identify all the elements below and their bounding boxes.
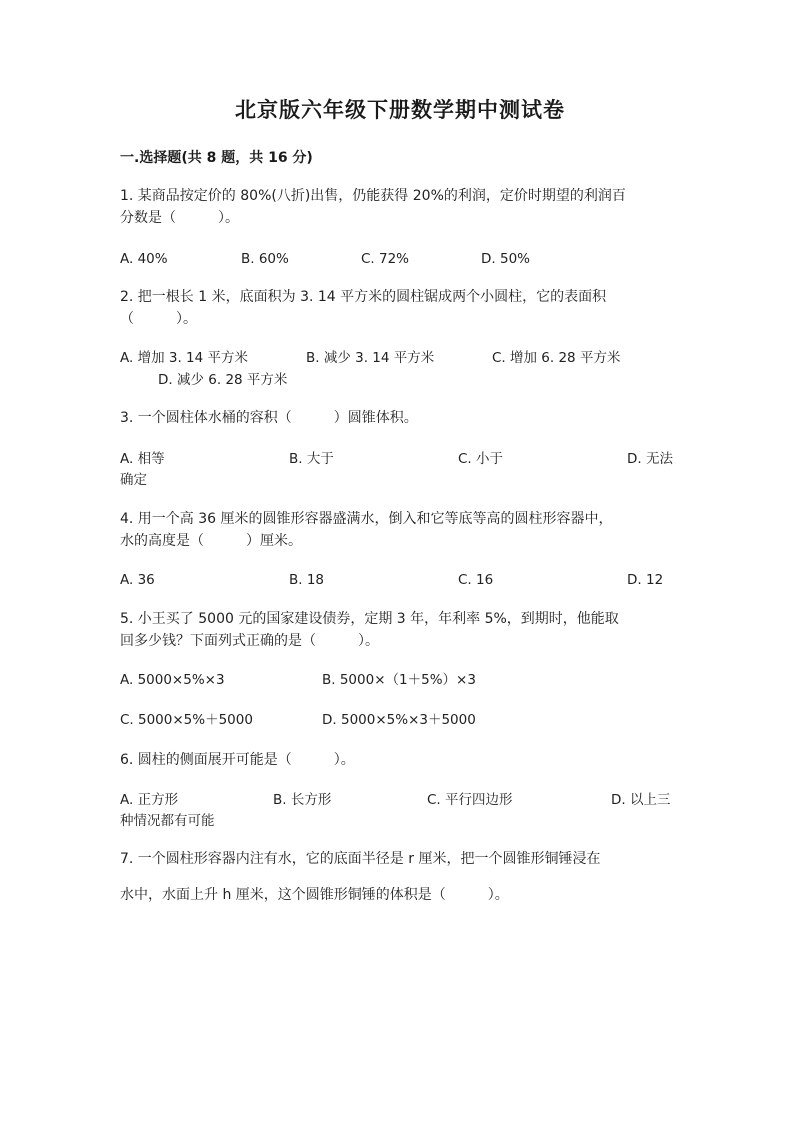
question-5-text-line-1: 5. 小王买了 5000 元的国家建设债券，定期 3 年，年利率 5%，到期时，他能取 [120,611,619,627]
question-5-text-line-2: 回多少钱？下面列式正确的是（ ）。 [120,633,379,649]
question-3-text-line-1: 3. 一个圆柱体水桶的容积（ ）圆锥体积。 [120,410,418,426]
question-4-option-c[interactable]: C. 16 [458,572,494,588]
question-7-text-line-2: 水中，水面上升 h 厘米，这个圆锥形铜锤的体积是（ ）。 [120,887,509,903]
question-1-text-line-1: 1. 某商品按定价的 80%(八折)出售，仍能获得 20%的利润，定价时期望的利润百 [120,188,626,204]
question-3-option-d[interactable]: D. 无法 [627,451,673,467]
question-2-option-c[interactable]: C. 增加 6. 28 平方米 [492,350,621,366]
question-3-option-b[interactable]: B. 大于 [289,451,334,467]
question-7-text-line-1: 7. 一个圆柱形容器内注有水，它的底面半径是 r 厘米，把一个圆锥形铜锤浸在 [120,851,601,867]
question-5-option-c[interactable]: C. 5000×5%＋5000 [120,712,253,728]
question-3-option-d-continued: 确定 [120,472,147,488]
question-4-text-line-2: 水的高度是（ ）厘米。 [120,533,302,549]
question-1-option-d[interactable]: D. 50% [481,251,530,267]
question-4-option-b[interactable]: B. 18 [289,572,325,588]
question-6-option-a[interactable]: A. 正方形 [120,792,179,808]
question-2-option-b[interactable]: B. 减少 3. 14 平方米 [306,350,435,366]
question-6-option-b[interactable]: B. 长方形 [273,792,332,808]
question-1-text-line-2: 分数是（ ）。 [120,210,239,226]
question-1-option-a[interactable]: A. 40% [120,251,168,267]
section-heading: 一.选择题(共 8 题，共 16 分) [120,150,313,166]
question-2-option-d[interactable]: D. 减少 6. 28 平方米 [158,372,288,388]
question-5-option-a[interactable]: A. 5000×5%×3 [120,672,225,688]
question-5-option-d[interactable]: D. 5000×5%×3＋5000 [322,712,476,728]
question-1-option-b[interactable]: B. 60% [241,251,289,267]
question-3-option-c[interactable]: C. 小于 [458,451,504,467]
question-2-text-line-2: （ ）。 [120,311,197,327]
question-4-option-a[interactable]: A. 36 [120,572,155,588]
question-2-option-a[interactable]: A. 增加 3. 14 平方米 [120,350,249,366]
question-4-text-line-1: 4. 用一个高 36 厘米的圆锥形容器盛满水，倒入和它等底等高的圆柱形容器中， [120,511,613,527]
question-5-option-b[interactable]: B. 5000×（1＋5%）×3 [322,672,476,688]
question-6-option-d-continued: 种情况都有可能 [120,813,215,829]
question-2-text-line-1: 2. 把一根长 1 米，底面积为 3. 14 平方米的圆柱锯成两个小圆柱，它的表面积 [120,289,607,305]
question-6-text-line-1: 6. 圆柱的侧面展开可能是（ ）。 [120,752,355,768]
question-6-option-c[interactable]: C. 平行四边形 [427,792,513,808]
question-1-option-c[interactable]: C. 72% [361,251,410,267]
question-4-option-d[interactable]: D. 12 [627,572,664,588]
question-3-option-a[interactable]: A. 相等 [120,451,165,467]
question-6-option-d[interactable]: D. 以上三 [611,792,671,808]
page-title: 北京版六年级下册数学期中测试卷 [235,97,565,122]
